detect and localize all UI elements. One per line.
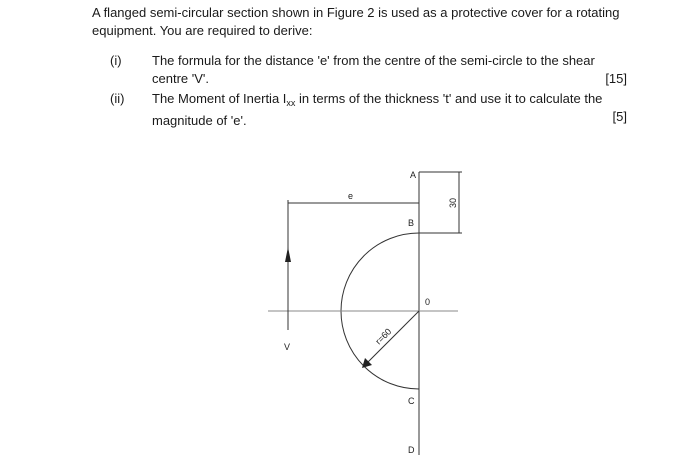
radius-line (364, 311, 419, 366)
inertia-subscript: xx (286, 98, 296, 108)
label-dim-30: 30 (448, 197, 458, 208)
part-text-end: in terms of the thickness 't' and use it to calculate the magnitude of 'e'. (152, 91, 603, 128)
part-number: (i) (110, 53, 122, 68)
question-intro: A flanged semi-circular section shown in Figure 2 is used as a protective cover for a rotating equipment. You are required to derive: (92, 5, 620, 38)
label-e: e (348, 191, 354, 201)
label-o: 0 (425, 297, 431, 307)
part-text: The formula for the distance 'e' from the centre of the semi-circle to the shear centre 'V'. (152, 53, 595, 86)
label-v: V (284, 342, 291, 352)
part-text-start: The Moment of Inertia I (152, 91, 287, 106)
label-d: D (408, 445, 415, 455)
label-a: A (410, 170, 417, 180)
label-c: C (408, 396, 415, 406)
label-radius: r=60 (373, 326, 394, 347)
force-arrow-head (285, 247, 291, 262)
part-marks: [15] (605, 71, 627, 86)
part-marks: [5] (612, 109, 627, 124)
part-number: (ii) (110, 91, 125, 106)
label-b: B (408, 218, 415, 228)
